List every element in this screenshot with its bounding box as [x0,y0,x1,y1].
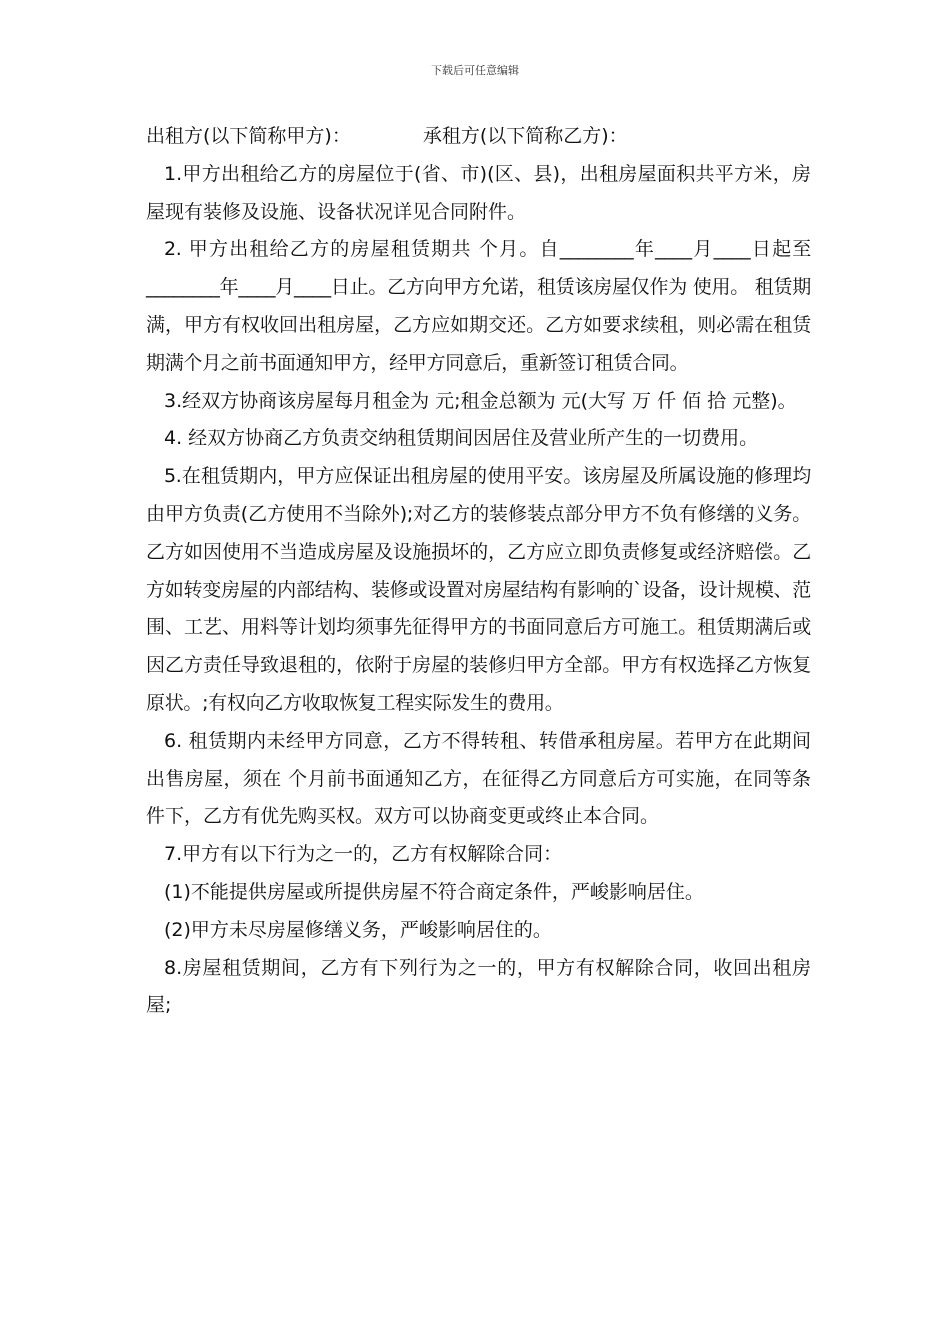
parties-line [146,118,811,156]
clause-5: 5.在租赁期内，甲方应保证出租房屋的使用平安。该房屋及所属设施的修理均由甲方负责(乙方使用不当除外);对乙方的装修装点部分甲方不负有修缮的义务。乙方如因使用不当造成房屋及设施损坏的，乙方应立即负责修复或经济赔偿。乙方如转变房屋的内部结构、装修或设置对房屋结构有影响的`设备，设计规模、范围、工艺、用料等计划均须事先征得甲方的书面同意后方可施工。租赁期满后或因乙方责任导致退租的，依附于房屋的装修归甲方全部。甲方有权选择乙方恢复原状。;有权向乙方收取恢复工程实际发生的费用。 [146,465,811,714]
page-header-note: 下载后可任意编辑 [431,64,519,77]
clause-7-item-1: (1)不能提供房屋或所提供房屋不符合商定条件，严峻影响居住。 [164,880,704,903]
clause-7-item-2: (2)甲方未尽房屋修缮义务，严峻影响居住的。 [164,918,552,941]
clause-2: 2. 甲方出租给乙方的房屋租赁期共 个月。自________年____月____日起至________年____月____日止。乙方向甲方允诺，租赁该房屋仅作为 使用。 租赁期满，甲方有权收回出租房屋，乙方应如期交还。乙方如要求续租，则必需在租赁期满个月之前书面通知甲方，经甲方同意后，重新签订租赁合同。 [146,238,811,374]
clause-3: 3.经双方协商该房屋每月租金为 元;租金总额为 元(大写 万 仟 佰 拾 元整)。 [164,389,797,412]
clause-8: 8.房屋租赁期间，乙方有下列行为之一的，甲方有权解除合同，收回出租房屋; [146,956,811,1017]
lessor-label: 出租方(以下简称甲方)： [146,125,351,147]
contract-body [146,118,811,1025]
clause-6: 6. 租赁期内未经甲方同意，乙方不得转租、转借承租房屋。若甲方在此期间出售房屋，须在 个月前书面通知乙方，在征得乙方同意后方可实施，在同等条件下，乙方有优先购买权。双方可以协商变更或终止本合同。 [146,729,811,828]
clause-7: 7.甲方有以下行为之一的，乙方有权解除合同： [164,843,563,866]
clause-1: 1.甲方出租给乙方的房屋位于(省、市)(区、县)，出租房屋面积共平方米，房屋现有装修及设施、设备状况详见合同附件。 [146,162,811,223]
lessee-label: 承租方(以下简称乙方)： [422,125,628,147]
clause-4: 4. 经双方协商乙方负责交纳租赁期间因居住及营业所产生的一切费用。 [164,427,759,450]
